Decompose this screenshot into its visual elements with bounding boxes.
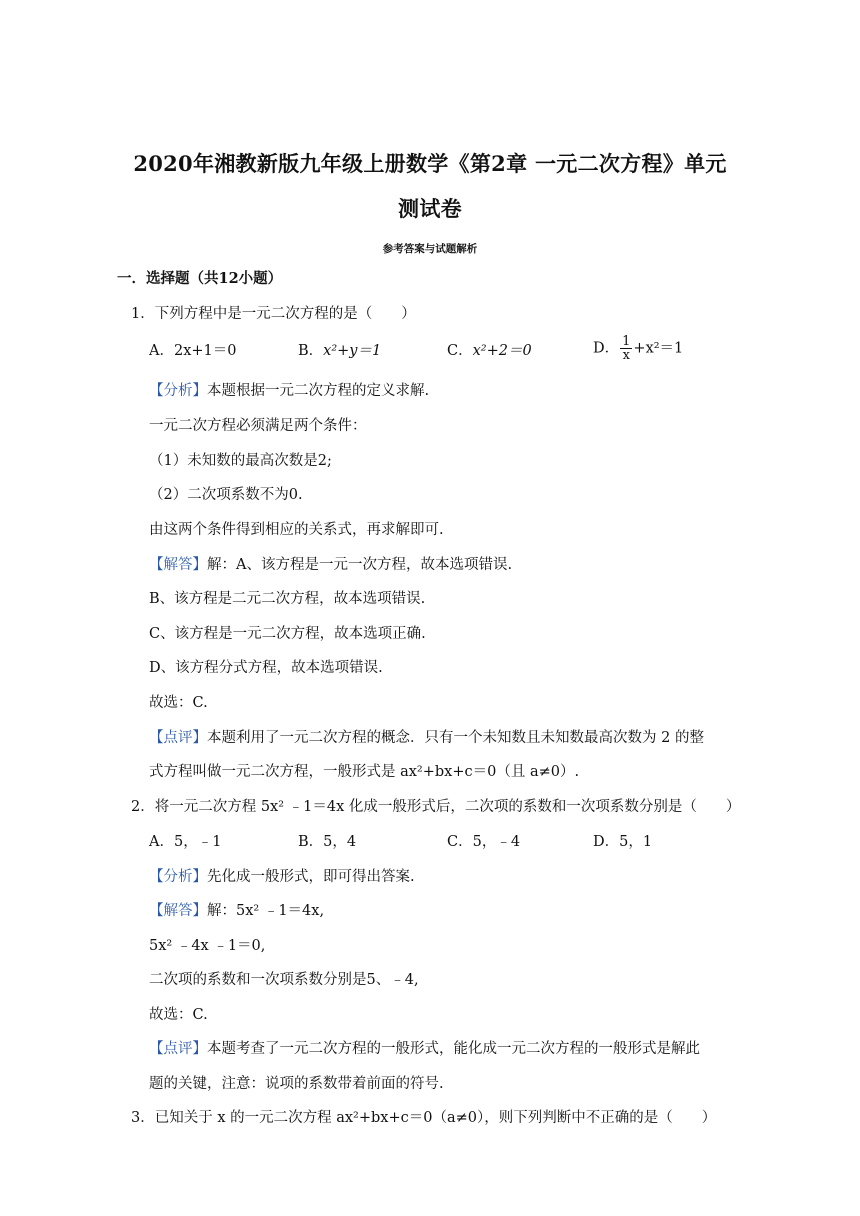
q1-option-a: A．2x+1＝0 xyxy=(149,343,237,359)
q1-analysis-text: 本题根据一元二次方程的定义求解. xyxy=(207,383,430,399)
q2-option-c: C．5，﹣4 xyxy=(447,834,521,850)
q2-option-d: D．5，1 xyxy=(593,834,653,850)
q1-comment xyxy=(149,729,704,747)
q1-option-d-label: D． xyxy=(593,340,620,357)
q1-option-c-label: C． xyxy=(447,343,473,359)
q1-analysis-line2: 一元二次方程必须满足两个条件： xyxy=(149,418,367,434)
q2-comment-line2: 题的关键，注意：说项的系数带着前面的符号. xyxy=(149,1076,444,1092)
q1-solution-line4: D、该方程分式方程，故本选项错误. xyxy=(149,660,383,676)
q1-option-b xyxy=(298,342,381,360)
q1-solution-line2: B、该方程是二元二次方程，故本选项错误. xyxy=(149,591,426,607)
q2-comment xyxy=(149,1040,700,1058)
q1-option-d-rest: +x²＝1 xyxy=(633,340,684,357)
q1-option-d-fraction xyxy=(620,335,632,362)
fraction-numerator: 1 xyxy=(622,334,631,349)
document-title-line1: 2020年湘教新版九年级上册数学《第2章 一元二次方程》单元 xyxy=(133,151,727,176)
q2-solution-line3: 二次项的系数和一次项系数分别是5、﹣4, xyxy=(149,972,419,988)
q1-solution-line5: 故选：C. xyxy=(149,695,208,711)
q2-solution-line4: 故选：C. xyxy=(149,1007,208,1023)
solution-tag: 【解答】 xyxy=(149,903,207,919)
q1-solution-text: 解：A、该方程是一元一次方程，故本选项错误. xyxy=(207,557,513,573)
document-subtitle: 参考答案与试题解析 xyxy=(382,243,478,255)
analysis-tag: 【分析】 xyxy=(149,383,207,399)
q3-stem: 3．已知关于 x 的一元二次方程 ax²+bx+c＝0（a≠0），则下列判断中不正确的是（ ） xyxy=(131,1110,717,1126)
document-title-line2: 测试卷 xyxy=(398,196,462,221)
q1-comment-line2: 式方程叫做一元二次方程，一般形式是 ax²+bx+c＝0（且 a≠0）. xyxy=(149,764,580,780)
q1-comment-text: 本题利用了一元二次方程的概念．只有一个未知数且未知数最高次数为 2 的整 xyxy=(207,730,704,746)
q1-solution-line3: C、该方程是一元二次方程，故本选项正确. xyxy=(149,626,426,642)
comment-tag: 【点评】 xyxy=(149,1041,207,1057)
section-heading: 一．选择题（共12小题） xyxy=(117,270,283,287)
q1-analysis-line4: （2）二次项系数不为0. xyxy=(149,487,303,503)
q2-stem: 2．将一元二次方程 5x² ﹣1＝4x 化成一般形式后，二次项的系数和一次项系数分别是（ ） xyxy=(131,799,741,815)
q1-stem: 1．下列方程中是一元二次方程的是（ ） xyxy=(131,306,416,322)
q1-option-d xyxy=(593,335,683,362)
q1-analysis xyxy=(149,382,429,400)
q1-option-c xyxy=(447,342,532,360)
q1-option-b-math: x²+y＝1 xyxy=(323,343,382,359)
q2-solution-line2: 5x² ﹣4x ﹣1＝0, xyxy=(149,938,266,954)
solution-tag: 【解答】 xyxy=(149,557,207,573)
analysis-tag: 【分析】 xyxy=(149,869,207,885)
fraction-denominator: x xyxy=(622,348,630,363)
q2-comment-text: 本题考查了一元二次方程的一般形式，能化成一元二次方程的一般形式是解此 xyxy=(207,1041,700,1057)
q2-analysis xyxy=(149,868,415,886)
q2-solution-text: 解：5x² ﹣1＝4x, xyxy=(207,903,325,919)
q1-analysis-line5: 由这两个条件得到相应的关系式，再求解即可. xyxy=(149,522,444,538)
q2-analysis-text: 先化成一般形式，即可得出答案. xyxy=(207,869,415,885)
comment-tag: 【点评】 xyxy=(149,730,207,746)
q1-analysis-line3: （1）未知数的最高次数是2; xyxy=(149,453,332,469)
q2-option-a: A．5，﹣1 xyxy=(149,834,222,850)
q2-solution xyxy=(149,902,324,920)
q2-option-b: B．5，4 xyxy=(298,834,357,850)
q1-solution xyxy=(149,556,512,574)
q1-option-b-label: B． xyxy=(298,343,324,359)
q1-option-c-math: x²+2＝0 xyxy=(472,343,532,359)
